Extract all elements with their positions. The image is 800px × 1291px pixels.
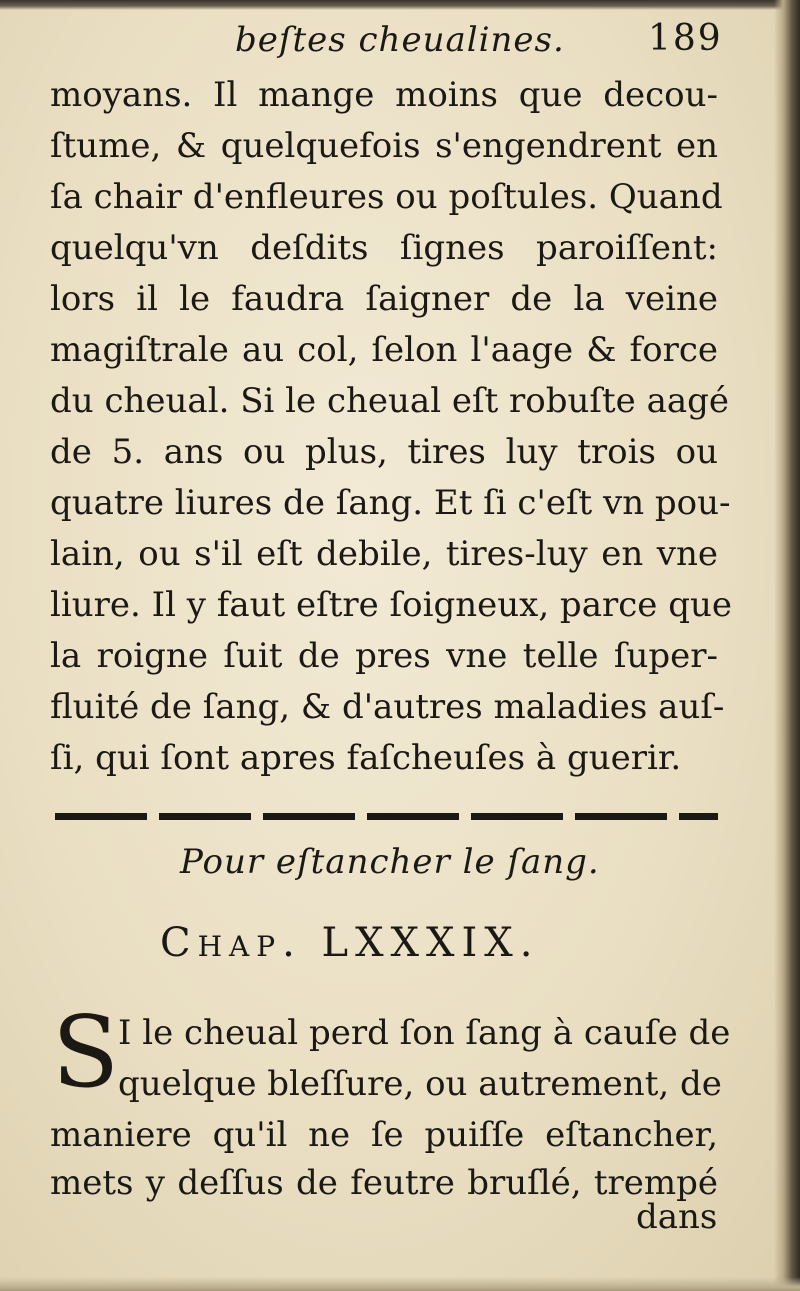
section-title: Pour eſtancher le ſang. — [180, 842, 600, 882]
body-line: magiſtrale au col, ſelon l'aage & force — [50, 330, 718, 370]
chapter-line: maniere qu'il ne ſe puiſſe eſtancher, — [50, 1115, 718, 1155]
body-line: moyans. Il mange moins que decou- — [50, 75, 718, 115]
body-line: ſa chair d'enfleures ou poſtules. Quand — [50, 177, 723, 217]
catchword: dans — [636, 1197, 718, 1237]
page-spine-shadow — [774, 0, 800, 1291]
body-line: ſtume, & quelquefois s'engendrent en — [50, 126, 718, 166]
body-line: liure. Il y faut eſtre ſoigneux, parce que — [50, 585, 732, 625]
body-line: quatre liures de ſang. Et ſi c'eſt vn pou- — [50, 483, 731, 523]
chapter-line: mets y deſſus de feutre bruſlé, trempé — [50, 1163, 718, 1203]
body-line: la roigne ſuit de pres vne telle ſuper- — [50, 636, 718, 676]
body-line: ſi, qui ſont apres faſcheuſes à guerir. — [50, 738, 682, 778]
body-line: du cheual. Si le cheual eſt robuſte aagé — [50, 381, 730, 421]
body-line: quelqu'vn deſdits ſignes paroiſſent: — [50, 228, 718, 268]
body-line: lain, ou s'il eſt debile, tires-luy en vne — [50, 534, 718, 574]
body-line: lors il le faudra ſaigner de la veine — [50, 279, 718, 319]
ornamental-rule — [55, 813, 718, 820]
running-head: beſtes cheualines. — [235, 20, 565, 60]
page-number: 189 — [648, 18, 723, 59]
body-line: fluité de ſang, & d'autres maladies auſ- — [50, 687, 725, 727]
chapter-heading: Chap. LXXXIX. — [160, 920, 540, 966]
body-line: de 5. ans ou plus, tires luy trois ou — [50, 432, 718, 472]
page-top-shadow — [0, 0, 800, 10]
page-bottom-edge — [0, 1277, 800, 1291]
chapter-line: quelque bleſſure, ou autrement, de — [118, 1064, 722, 1104]
chapter-line: I le cheual perd ſon ſang à cauſe de — [118, 1013, 731, 1053]
drop-cap-initial: S — [52, 996, 120, 1110]
